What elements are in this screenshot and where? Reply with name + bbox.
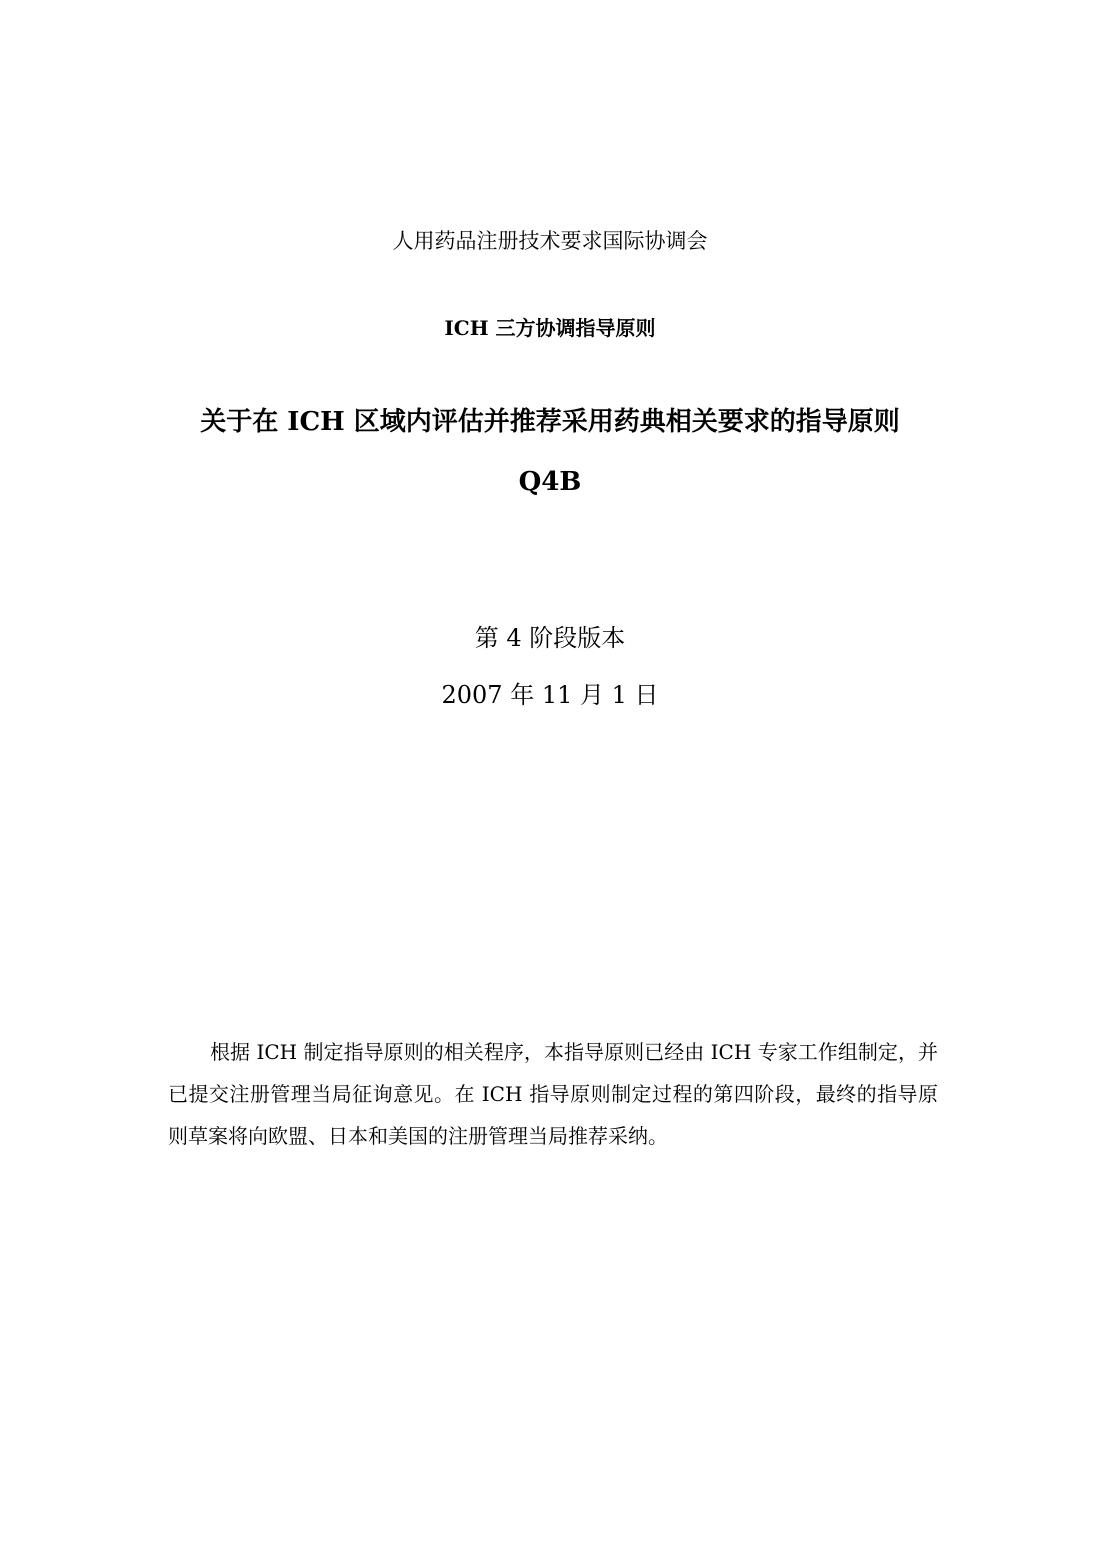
document-title: 关于在 ICH 区域内评估并推荐采用药典相关要求的指导原则 xyxy=(200,407,900,437)
body-paragraph: 根据 ICH 制定指导原则的相关程序，本指导原则已经由 ICH 专家工作组制定，并已提交注册管理当局征询意见。在 ICH 指导原则制定过程的第四阶段，最终的指导原则草案将向欧盟、日本和美国的注册管理当局推荐采纳。 xyxy=(168,1040,938,1148)
guideline-type-heading: ICH 三方协调指导原则 xyxy=(444,316,656,340)
organization-name: 人用药品注册技术要求国际协调会 xyxy=(392,229,708,253)
stage-version: 第 4 阶段版本 xyxy=(474,624,626,652)
document-code: Q4B xyxy=(518,467,582,497)
document-date: 2007 年 11 月 1 日 xyxy=(441,681,659,709)
